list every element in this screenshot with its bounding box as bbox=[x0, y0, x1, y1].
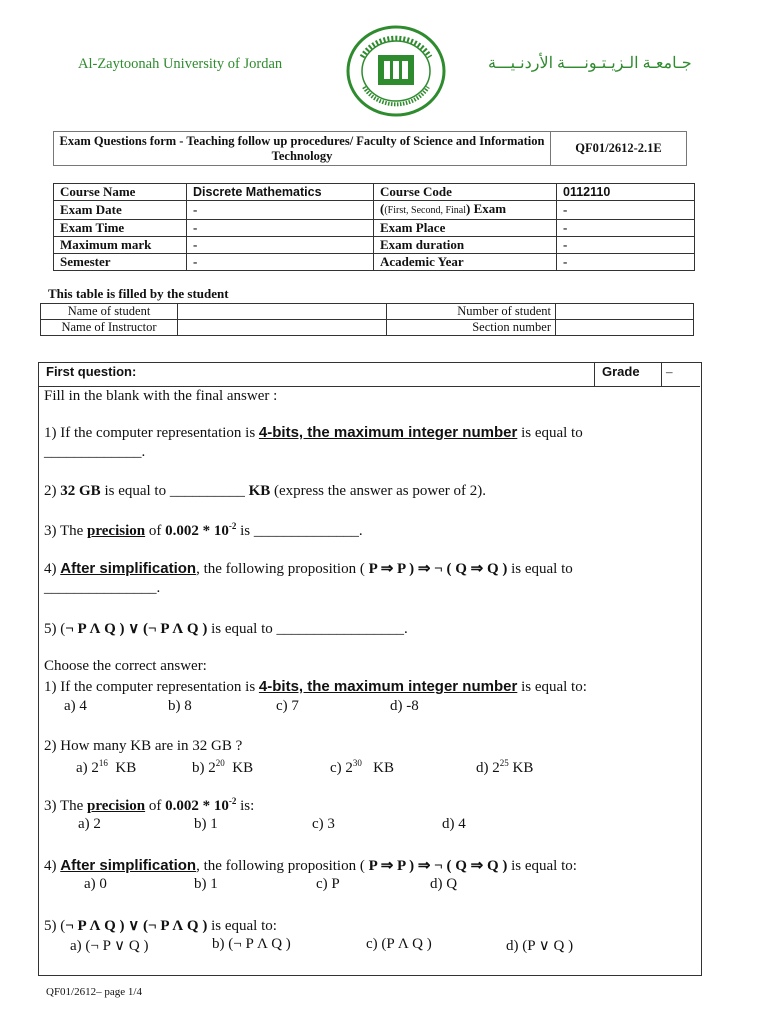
page-footer: QF01/2612– page 1/4 bbox=[46, 986, 142, 998]
student-table bbox=[40, 303, 694, 336]
choice-2-option-b[interactable]: b) $2^{20}$ KB bbox=[192, 758, 254, 776]
exam-type-suffix: ) Exam bbox=[466, 201, 507, 216]
choice-2-option-a[interactable]: a) $2^{16}$ KB bbox=[76, 758, 137, 776]
exam-date-label: Exam Date bbox=[54, 201, 187, 220]
choice-2-option-d[interactable]: d) $2^{25}$ KB bbox=[476, 758, 534, 776]
choice-4-option-c[interactable]: c) P bbox=[316, 876, 340, 892]
instructor-label: Name of Instructor bbox=[41, 320, 178, 336]
choice-4-option-a[interactable]: a) 0 bbox=[84, 876, 107, 892]
course-code-label: Course Code bbox=[374, 184, 557, 201]
choice-1-option-d[interactable]: d) -8 bbox=[390, 698, 419, 714]
fill-question-3: 3) The precision of $0.002 * 10^{-2}$ is ______________. bbox=[44, 521, 363, 539]
grade-label: Grade bbox=[602, 364, 640, 379]
fill-question-5: 5) (¬ P Λ Q ) ∨ (¬ P Λ Q ) is equal to _________________. bbox=[44, 621, 408, 637]
choice-3-option-a[interactable]: a) 2 bbox=[78, 816, 101, 832]
choice-4-option-b[interactable]: b) 1 bbox=[194, 876, 218, 892]
section-label: Section number bbox=[387, 320, 556, 336]
duration-label: Exam duration bbox=[374, 237, 557, 254]
academic-year-label: Academic Year bbox=[374, 254, 557, 271]
student-name-field[interactable] bbox=[178, 304, 387, 320]
grade-value: – bbox=[666, 364, 673, 379]
max-mark-label: Maximum mark bbox=[54, 237, 187, 254]
exam-place-label: Exam Place bbox=[374, 220, 557, 237]
choice-1-option-a[interactable]: a) 4 bbox=[64, 698, 87, 714]
max-mark-value: - bbox=[187, 237, 374, 254]
semester-label: Semester bbox=[54, 254, 187, 271]
choice-5-option-c[interactable]: c) (P Λ Q ) bbox=[366, 936, 432, 952]
form-code: QF01/2612-2.1E bbox=[551, 132, 687, 166]
course-info-table bbox=[53, 183, 695, 271]
choice-question-3: 3) The precision of $0.002 * 10^{-2}$ is: bbox=[44, 796, 255, 814]
fill-question-1-blank: _____________. bbox=[44, 444, 146, 460]
course-name-label: Course Name bbox=[54, 184, 187, 201]
university-seal-icon bbox=[346, 25, 446, 117]
choice-question-5: 5) (¬ P Λ Q ) ∨ (¬ P Λ Q ) is equal to: bbox=[44, 918, 277, 934]
student-table-title: This table is filled by the student bbox=[48, 286, 229, 301]
student-number-field[interactable] bbox=[556, 304, 694, 320]
university-name-english: Al-Zaytoonah University of Jordan bbox=[78, 56, 283, 72]
choose-intro: Choose the correct answer: bbox=[44, 658, 207, 674]
exam-type-paren: ( bbox=[380, 201, 385, 216]
choice-2-option-c[interactable]: c) $2^{30}$ KB bbox=[330, 758, 394, 776]
choice-5-option-b[interactable]: b) (¬ P Λ Q ) bbox=[212, 936, 291, 952]
form-title: Exam Questions form - Teaching follow up procedures/ Faculty of Science and Information Technology bbox=[54, 132, 551, 166]
exam-place-value: - bbox=[557, 220, 695, 237]
choice-5-option-a[interactable]: a) (¬ P ∨ Q ) bbox=[70, 938, 149, 954]
exam-time-value: - bbox=[187, 220, 374, 237]
exam-date-value: - bbox=[187, 201, 374, 220]
choice-5-option-d[interactable]: d) (P ∨ Q ) bbox=[506, 938, 574, 954]
instructor-field[interactable] bbox=[178, 320, 387, 336]
fill-question-2: 2) 32 GB is equal to __________ KB (express the answer as power of 2). bbox=[44, 483, 487, 499]
form-title-table bbox=[53, 131, 687, 166]
university-name-arabic: جـامعـة الـزيـتـونــــة الأردنـيـــة bbox=[488, 55, 692, 72]
course-name-value: Discrete Mathematics bbox=[187, 184, 374, 201]
exam-type-options: (First, Second, Final bbox=[384, 205, 467, 216]
exam-type-label bbox=[374, 201, 557, 220]
section-field[interactable] bbox=[556, 320, 694, 336]
choice-4-option-d[interactable]: d) Q bbox=[430, 876, 458, 892]
fill-question-4: 4) After simplification, the following proposition ( P ⇒ P ) ⇒ ¬ ( Q ⇒ Q ) is equal to bbox=[44, 560, 573, 577]
choice-question-2: 2) How many KB are in 32 GB ? bbox=[44, 738, 243, 754]
choice-question-1: 1) If the computer representation is 4-bits, the maximum integer number is equal to: bbox=[44, 678, 587, 695]
duration-value: - bbox=[557, 237, 695, 254]
question-title: First question: bbox=[46, 364, 137, 379]
choice-1-option-b[interactable]: b) 8 bbox=[168, 698, 192, 714]
academic-year-value: - bbox=[557, 254, 695, 271]
exam-type-value: - bbox=[557, 201, 695, 220]
exam-time-label: Exam Time bbox=[54, 220, 187, 237]
fill-question-1: 1) If the computer representation is 4-bits, the maximum integer number is equal to bbox=[44, 424, 583, 441]
choice-3-option-d[interactable]: d) 4 bbox=[442, 816, 466, 832]
fill-intro: Fill in the blank with the final answer : bbox=[44, 388, 278, 404]
choice-question-4: 4) After simplification, the following proposition ( P ⇒ P ) ⇒ ¬ ( Q ⇒ Q ) is equal to: bbox=[44, 857, 577, 874]
choice-1-option-c[interactable]: c) 7 bbox=[276, 698, 299, 714]
choice-3-option-b[interactable]: b) 1 bbox=[194, 816, 218, 832]
fill-question-4-blank: _______________. bbox=[44, 580, 161, 596]
choice-3-option-c[interactable]: c) 3 bbox=[312, 816, 335, 832]
course-code-value: 0112110 bbox=[557, 184, 695, 201]
student-name-label: Name of student bbox=[41, 304, 178, 320]
semester-value: - bbox=[187, 254, 374, 271]
student-number-label: Number of student bbox=[387, 304, 556, 320]
